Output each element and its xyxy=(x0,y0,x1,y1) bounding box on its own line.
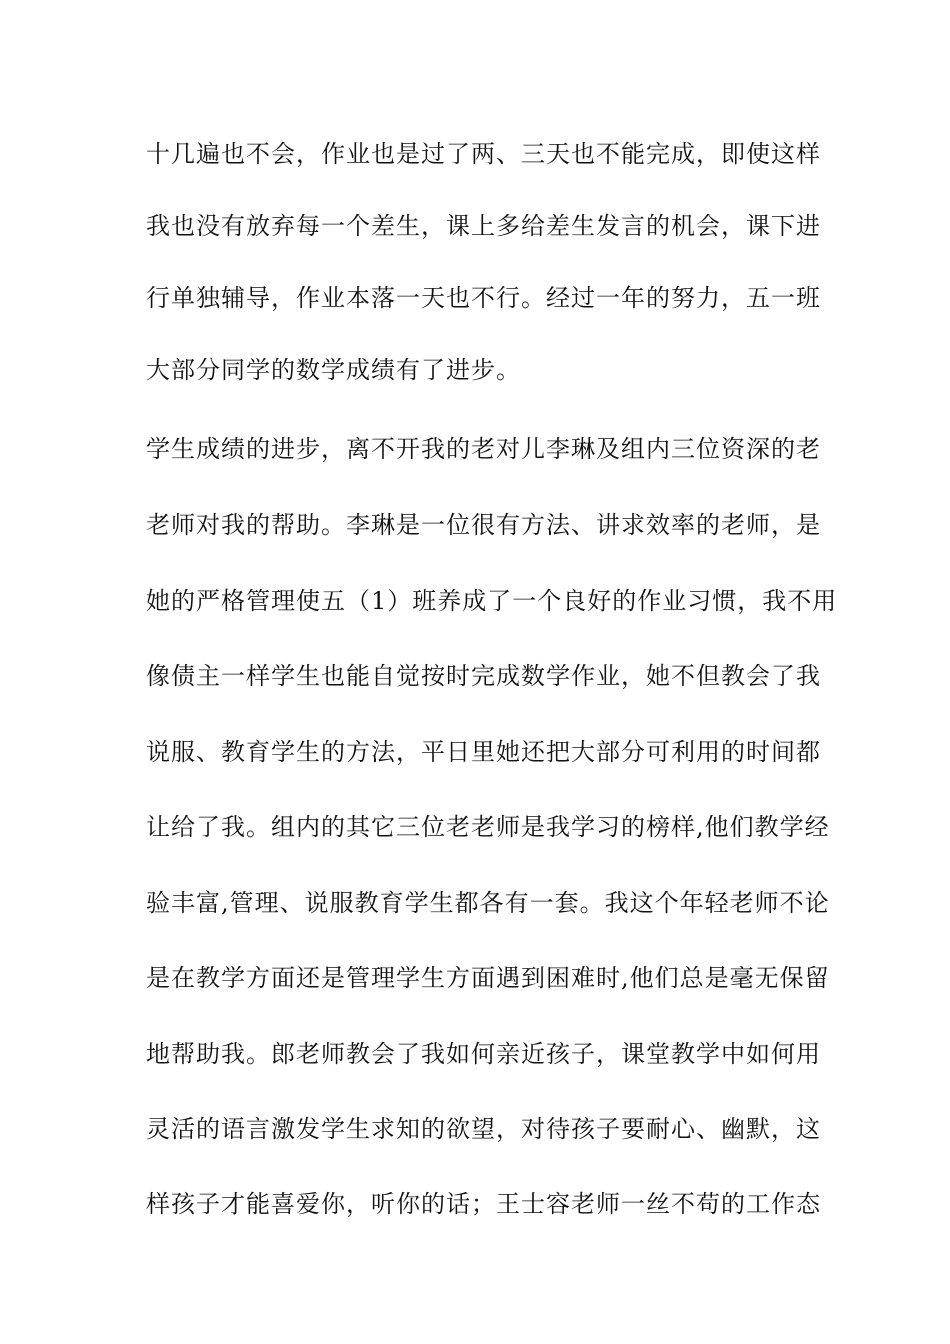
text-line: 灵活的语言激发学生求知的欲望，对待孩子要耐心、幽默，这 xyxy=(146,1115,821,1143)
text-line: 让给了我。组内的其它三位老老师是我学习的榜样,他们教学经 xyxy=(146,813,830,841)
text-line: 像债主一样学生也能自觉按时完成数学作业，她不但教会了我 xyxy=(146,662,821,690)
text-line: 是在教学方面还是管理学生方面遇到困难时,他们总是毫无保留 xyxy=(146,964,830,992)
text-line: 老师对我的帮助。李琳是一位很有方法、讲求效率的老师，是 xyxy=(146,511,821,539)
text-line: 十几遍也不会，作业也是过了两、三天也不能完成，即使这样 xyxy=(146,140,821,168)
text-line: 样孩子才能喜爱你，听你的话；王士容老师一丝不苟的工作态 xyxy=(146,1190,821,1218)
text-line: 学生成绩的进步，离不开我的老对儿李琳及组内三位资深的老 xyxy=(146,435,821,463)
text-line: 行单独辅导，作业本落一天也不行。经过一年的努力，五一班 xyxy=(146,284,821,312)
text-line: 说服、教育学生的方法，平日里她还把大部分可利用的时间都 xyxy=(146,738,821,766)
text-line: 验丰富,管理、说服教育学生都各有一套。我这个年轻老师不论 xyxy=(146,889,830,917)
text-line: 地帮助我。郎老师教会了我如何亲近孩子，课堂教学中如何用 xyxy=(146,1040,821,1068)
text-line: 她的严格管理使五（1）班养成了一个良好的作业习惯，我不用 xyxy=(146,587,838,615)
text-line: 我也没有放弃每一个差生，课上多给差生发言的机会，课下进 xyxy=(146,212,821,240)
text-line: 大部分同学的数学成绩有了进步。 xyxy=(146,356,521,384)
